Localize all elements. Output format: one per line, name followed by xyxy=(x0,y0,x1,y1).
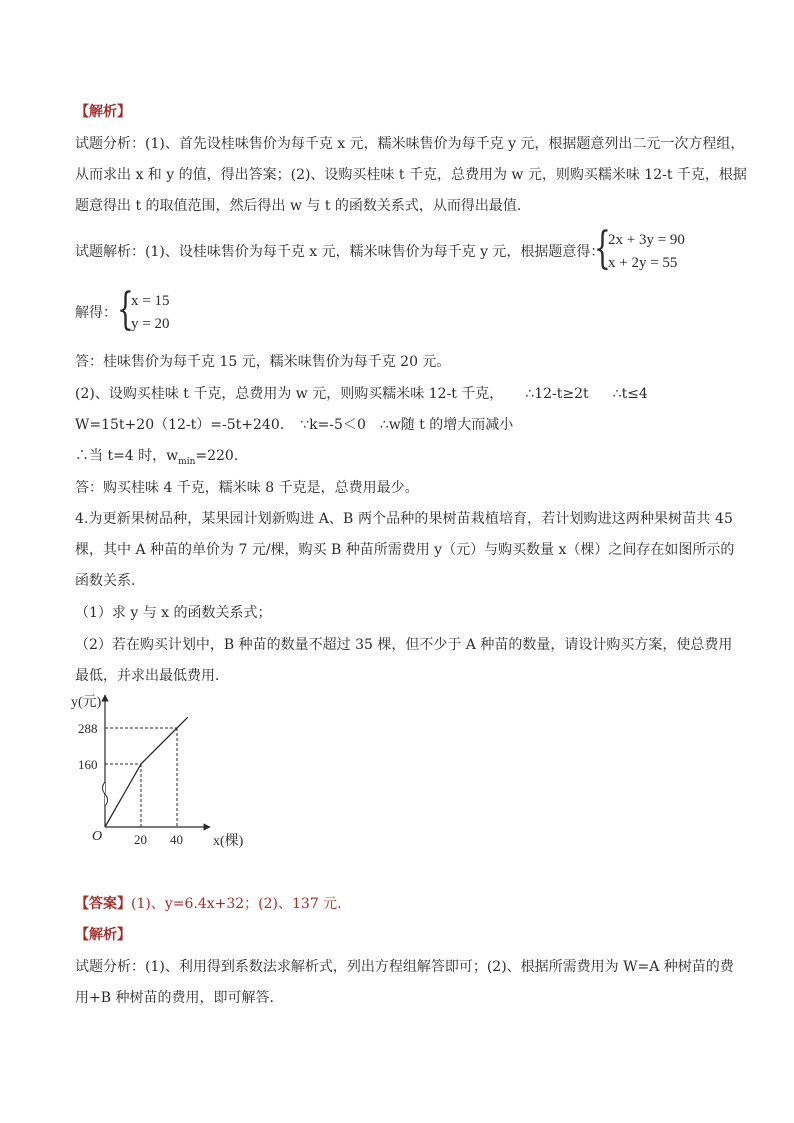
step2-line-2 xyxy=(75,416,513,434)
question4-sub-2-line-2: 最低，并求出最低费用． xyxy=(75,668,229,684)
function-graph xyxy=(65,690,285,860)
y-axis-break xyxy=(103,782,108,806)
equation-row: x + 2y = 55 xyxy=(608,255,678,271)
answer-2: 答：购买桂味 4 千克，糯米味 8 千克是，总费用最少。 xyxy=(75,480,419,496)
equation-row: x = 15 xyxy=(131,293,170,309)
slope-note: ∵k=-5＜0 xyxy=(300,417,366,433)
origin-label: O xyxy=(92,829,103,844)
step2-line-1 xyxy=(75,385,648,403)
min-text: ∴当 t=4 时，w xyxy=(75,448,179,464)
answer-label: 【答案】 xyxy=(75,896,131,912)
series-line-y xyxy=(105,717,188,827)
y-tick-label: 288 xyxy=(78,721,98,736)
monotonic-note: ∴w随 t 的增大而减小 xyxy=(379,417,514,433)
step2-result: ∴t≤4 xyxy=(612,386,648,402)
analysis-line-2: 从而求出 x 和 y 的值，得出答案；(2)、设购买桂味 t 千克，总费用为 w 元，则购买糯米味 12-t 千克，根据 xyxy=(75,167,747,183)
analysis-heading-2: 【解析】 xyxy=(75,927,131,943)
analysis-line-1: 试题分析：(1)、首先设桂味售价为每千克 x 元，糯米味售价为每千克 y 元，根据题意列出二元一次方程组， xyxy=(75,136,745,152)
y-tick-label: 160 xyxy=(78,757,98,772)
analysis-heading: 【解析】 xyxy=(75,104,131,120)
answer-line xyxy=(75,895,342,913)
equation-system-2: { x = 15 y = 20 xyxy=(117,284,170,335)
solution-intro: 试题解析：(1)、设桂味售价为每千克 x 元，糯米味售价为每千克 y 元，根据题意得： xyxy=(75,244,605,260)
answer-1: 答：桂味售价为每千克 15 元，糯米味售价为每千克 20 元。 xyxy=(75,354,451,370)
step2-line-3 xyxy=(75,447,238,471)
question4-line-3: 函数关系． xyxy=(75,573,145,589)
x-axis-label: x(棵) xyxy=(213,834,244,849)
analysis2-line-1: 试题分析：(1)、利用得到系数法求解析式，列出方程组解答即可；(2)、根据所需费用为 W=A 种树苗的费 xyxy=(75,959,734,975)
analysis2-line-2: 用+B 种树苗的费用，即可解答． xyxy=(75,990,284,1006)
question4-sub-2-line-1: （2）若在购买计划中，B 种苗的数量不超过 35 棵，但不少于 A 种苗的数量，请设计购买方案，使总费用 xyxy=(75,637,733,653)
question4-line-1: 4.为更新果树品种，某果园计划新购进 A、B 两个品种的果树苗栽植培育，若计划购进这两种果树苗共 45 xyxy=(75,511,734,527)
x-tick-label: 20 xyxy=(134,832,147,847)
equation-system-1: { 2x + 3y = 90 x + 2y = 55 xyxy=(594,223,685,274)
min-value: =220. xyxy=(195,448,239,464)
question4-sub-1: （1）求 y 与 x 的函数关系式； xyxy=(75,605,272,621)
question4-line-2: 棵，其中 A 种苗的单价为 7 元/棵，购买 B 种苗所需费用 y（元）与购买数量 x（棵）之间存在如图所示的 xyxy=(75,542,735,558)
y-axis-label: y(元) xyxy=(71,695,102,710)
w-function: W=15t+20（12-t）=-5t+240. xyxy=(75,417,285,433)
min-subscript: min xyxy=(178,456,196,467)
answer-text: (1)、y=6.4x+32；(2)、137 元. xyxy=(131,896,342,912)
equation-row: 2x + 3y = 90 xyxy=(608,232,685,248)
step2-inequality: ∴12-t≥2t xyxy=(525,386,589,402)
analysis-line-3: 题意得出 t 的取值范围，然后得出 w 与 t 的函数关系式，从而得出最值. xyxy=(75,198,522,214)
solve-label: 解得： xyxy=(75,305,117,321)
x-tick-label: 40 xyxy=(170,832,183,847)
equation-row: y = 20 xyxy=(131,316,170,332)
step2-text: (2)、设购买桂味 t 千克，总费用为 w 元，则购买糯米味 12-t 千克， xyxy=(75,386,504,402)
